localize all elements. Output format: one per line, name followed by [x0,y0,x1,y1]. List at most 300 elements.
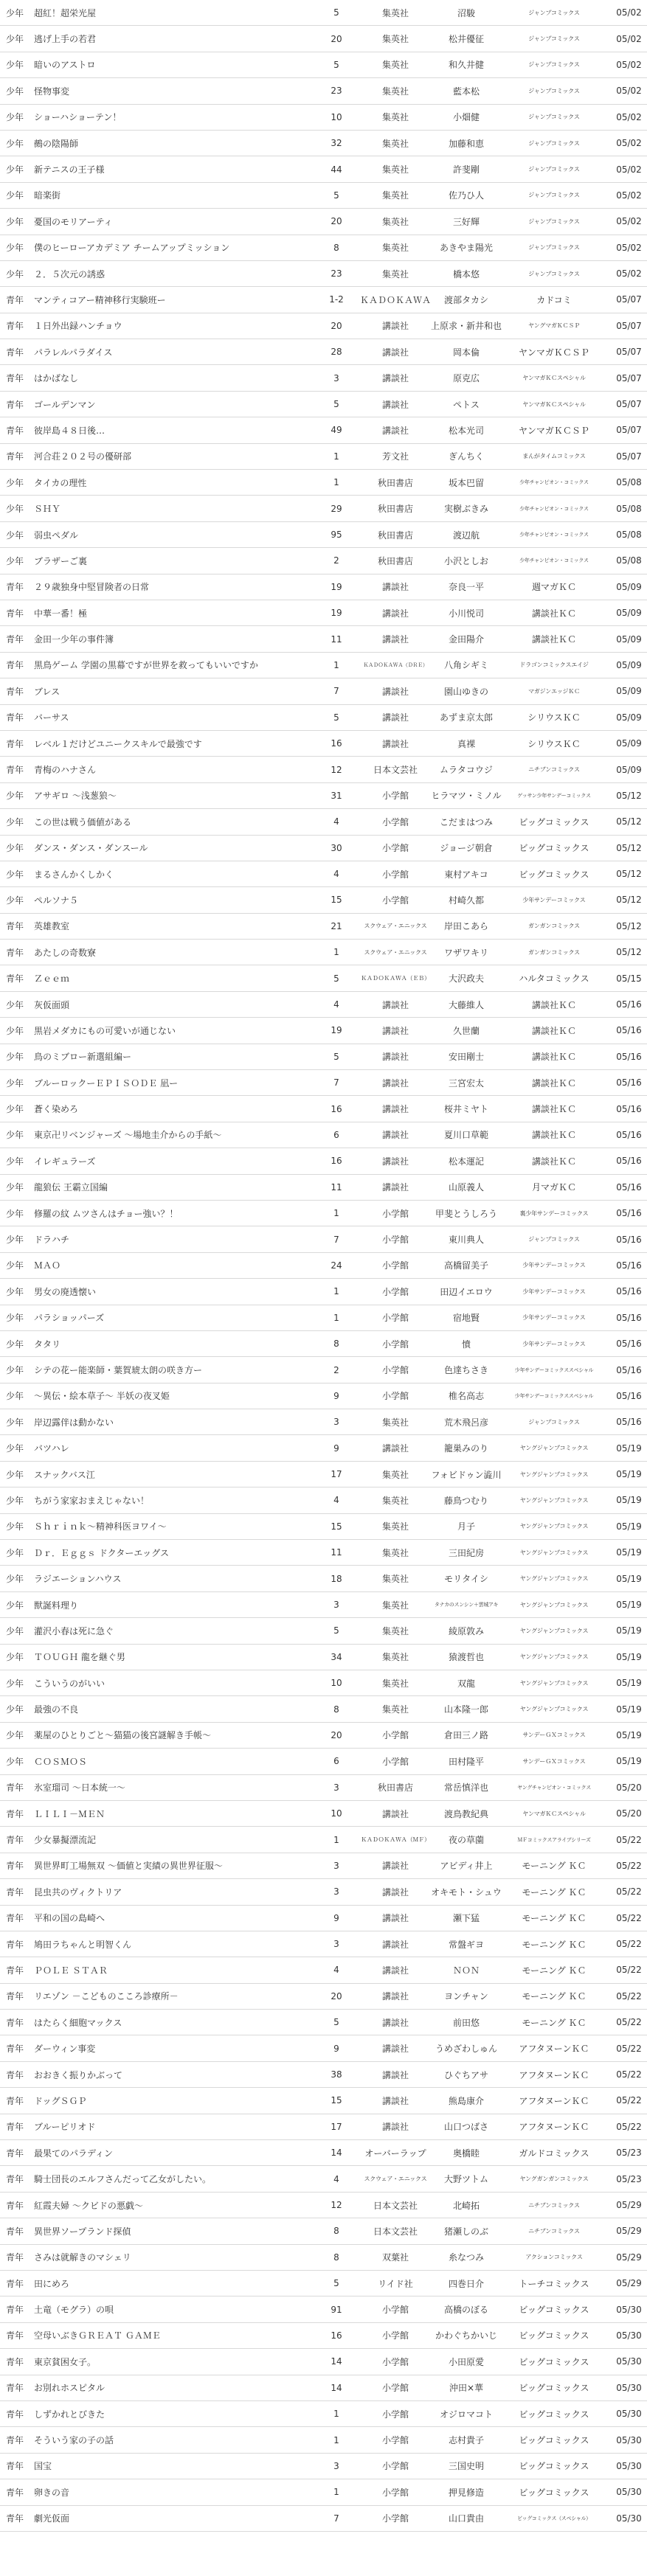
volume-cell: 24 [313,1252,360,1278]
release-date-cell: 05/29 [606,2218,647,2244]
release-date-cell: 05/16 [606,991,647,1017]
author-cell: 椎名高志 [431,1383,502,1409]
volume-cell: 15 [313,2088,360,2114]
author-cell: 園山ゆきの [431,678,502,704]
table-row [0,2505,647,2531]
title-cell: ＭＡＯ [30,1252,313,1278]
title-cell: 灰仮面頭 [30,991,313,1017]
category-cell: 少年 [0,235,30,260]
volume-cell: 2 [313,548,360,574]
publisher-cell: リイド社 [360,2270,431,2296]
release-date-cell: 05/12 [606,835,647,861]
label-cell: 少年チャンピオン・コミックス [502,521,606,547]
label-cell: ヤングジャンプコミックス [502,1696,606,1722]
label-cell: カドコミ [502,287,606,313]
label-cell: ジャンプコミックス [502,26,606,52]
category-cell: 少年 [0,1749,30,1774]
table-row [0,104,647,130]
title-cell: この世は戦う価値がある [30,809,313,835]
publisher-cell: 講談社 [360,991,431,1017]
title-cell: ブラザーご裏 [30,548,313,574]
release-date-cell: 05/19 [606,1487,647,1513]
publisher-cell: 日本文芸社 [360,2218,431,2244]
category-cell: 少年 [0,991,30,1017]
label-cell: ヤンマガＫＣスペシャル [502,1800,606,1826]
table-row [0,861,647,886]
title-cell: 超紅！超栄光屋 [30,0,313,26]
release-date-cell: 05/30 [606,2322,647,2348]
category-cell: 青年 [0,339,30,365]
volume-cell: 3 [313,1409,360,1435]
volume-cell: 1 [313,443,360,469]
title-cell: ブルーピリオド [30,2114,313,2139]
volume-cell: 5 [313,1044,360,1069]
author-cell: 松本運記 [431,1148,502,1174]
table-row [0,2166,647,2192]
table-row [0,704,647,730]
release-date-cell: 05/02 [606,182,647,208]
release-date-cell: 05/20 [606,1800,647,1826]
publisher-cell: 小学館 [360,809,431,835]
label-cell: 裏少年サンデーコミックス [502,1200,606,1226]
author-cell: 岸田こあら [431,913,502,939]
category-cell: 青年 [0,913,30,939]
label-cell: ビッグコミックス [502,2427,606,2453]
label-cell: ビッグコミックス [502,809,606,835]
label-cell: ヤングマガＫＣＳＰ [502,313,606,339]
label-cell: ゲッサン少年サンデーコミックス [502,782,606,808]
author-cell: 山原義人 [431,1174,502,1200]
category-cell: 少年 [0,1018,30,1044]
release-date-cell: 05/02 [606,209,647,235]
author-cell: 岡本倫 [431,339,502,365]
table-row [0,782,647,808]
author-cell: 小川悦司 [431,600,502,625]
volume-cell: 12 [313,757,360,782]
table-row [0,496,647,521]
volume-cell: 5 [313,1618,360,1644]
label-cell: ニチブンコミックス [502,2218,606,2244]
release-date-cell: 05/07 [606,443,647,469]
category-cell: 少年 [0,78,30,104]
table-row [0,2375,647,2400]
publisher-cell: 講談社 [360,2114,431,2139]
publisher-cell: 集英社 [360,26,431,52]
release-date-cell: 05/16 [606,1148,647,1174]
publisher-cell: 小学館 [360,1226,431,1252]
author-cell: 常岳慎洋也 [431,1774,502,1800]
label-cell: トーチコミックス [502,2270,606,2296]
publisher-cell: 小学館 [360,2479,431,2505]
publisher-cell: 集英社 [360,1591,431,1617]
category-cell: 少年 [0,1722,30,1748]
title-cell: あたしの奇数寮 [30,940,313,965]
volume-cell: 20 [313,1983,360,2009]
label-cell: ニチブンコミックス [502,2192,606,2218]
publisher-cell: 講談社 [360,365,431,391]
category-cell: 少年 [0,861,30,886]
publisher-cell: 講談社 [360,1148,431,1174]
volume-cell: 15 [313,887,360,913]
release-date-cell: 05/07 [606,365,647,391]
author-cell: ムラタコウジ [431,757,502,782]
title-cell: ～異伝・絵本草子～ 半妖の夜叉姫 [30,1383,313,1409]
author-cell: うめざわしゅん [431,2035,502,2061]
table-row [0,1800,647,1826]
volume-cell: 5 [313,182,360,208]
category-cell: 少年 [0,1330,30,1356]
title-cell: はかばなし [30,365,313,391]
table-row [0,26,647,52]
publisher-cell: 集英社 [360,104,431,130]
volume-cell: 95 [313,521,360,547]
category-cell: 少年 [0,1096,30,1122]
category-cell: 少年 [0,548,30,574]
volume-cell: 1 [313,2479,360,2505]
volume-cell: 5 [313,704,360,730]
table-row [0,1096,647,1122]
title-cell: 金田一少年の事件簿 [30,626,313,652]
author-cell: アビディ井上 [431,1853,502,1878]
volume-cell: 8 [313,2244,360,2270]
title-cell: 平和の国の島崎へ [30,1905,313,1931]
label-cell: 講談社ＫＣ [502,1148,606,1174]
label-cell: ビッグコミックス [502,2453,606,2479]
volume-cell: 12 [313,2192,360,2218]
author-cell: 憤 [431,1330,502,1356]
release-date-cell: 05/07 [606,287,647,313]
release-date-cell: 05/22 [606,1905,647,1931]
category-cell: 少年 [0,521,30,547]
release-date-cell: 05/16 [606,1383,647,1409]
volume-cell: 4 [313,991,360,1017]
release-date-cell: 05/07 [606,417,647,443]
publisher-cell: 小学館 [360,1200,431,1226]
category-cell: 少年 [0,156,30,182]
volume-cell: 4 [313,1487,360,1513]
publisher-cell: 講談社 [360,1853,431,1878]
category-cell: 少年 [0,496,30,521]
volume-cell: 20 [313,209,360,235]
release-date-cell: 05/19 [606,1513,647,1539]
author-cell: 綾原敦み [431,1618,502,1644]
table-row [0,417,647,443]
author-cell: 山本隆一郎 [431,1696,502,1722]
publisher-cell: 小学館 [360,887,431,913]
publisher-cell: 講談社 [360,704,431,730]
publisher-cell: 集英社 [360,52,431,77]
author-cell: ひぐちアサ [431,2061,502,2087]
category-cell: 青年 [0,417,30,443]
title-cell: レベル１だけどユニークスキルで最強です [30,730,313,756]
table-row [0,1252,647,1278]
category-cell: 青年 [0,2505,30,2531]
table-row [0,1383,647,1409]
title-cell: パラショッパーズ [30,1305,313,1330]
label-cell: ジャンプコミックス [502,209,606,235]
table-row [0,1566,647,1591]
volume-cell: 10 [313,104,360,130]
publisher-cell: 集英社 [360,1487,431,1513]
release-date-cell: 05/19 [606,1566,647,1591]
category-cell: 青年 [0,2010,30,2035]
author-cell: 佐乃ひ人 [431,182,502,208]
volume-cell: 16 [313,2322,360,2348]
table-row [0,2114,647,2139]
table-row [0,809,647,835]
category-cell: 青年 [0,1827,30,1853]
author-cell: 沖田×華 [431,2375,502,2400]
release-date-cell: 05/30 [606,2375,647,2400]
release-date-cell: 05/19 [606,1461,647,1487]
label-cell: ハルタコミックス [502,965,606,991]
release-date-cell: 05/16 [606,1096,647,1122]
table-row [0,1670,647,1696]
label-cell: ジャンプコミックス [502,156,606,182]
category-cell: 青年 [0,2375,30,2400]
category-cell: 少年 [0,26,30,52]
release-date-cell: 05/09 [606,730,647,756]
publisher-cell: 講談社 [360,339,431,365]
title-cell: 英雄教室 [30,913,313,939]
author-cell: 東川典人 [431,1226,502,1252]
title-cell: バツハレ [30,1435,313,1461]
publisher-cell: 集英社 [360,156,431,182]
title-cell: 昆虫共のヴィクトリア [30,1879,313,1905]
title-cell: リエゾン －こどものこころ診療所－ [30,1983,313,2009]
table-row [0,313,647,339]
publisher-cell: 小学館 [360,1305,431,1330]
volume-cell: 3 [313,2453,360,2479]
table-row [0,1461,647,1487]
release-date-cell: 05/19 [606,1670,647,1696]
release-date-cell: 05/19 [606,1618,647,1644]
label-cell: 少年サンデーコミックス [502,1279,606,1305]
author-cell: タナカのスンシン＋雲城アキ [431,1591,502,1617]
table-row [0,1957,647,1983]
publisher-cell: 講談社 [360,391,431,417]
author-cell: 奥橋睦 [431,2140,502,2166]
table-row [0,730,647,756]
author-cell: フォビドゥン澁川 [431,1461,502,1487]
publisher-cell: 講談社 [360,2035,431,2061]
table-row [0,991,647,1017]
table-row [0,2088,647,2114]
author-cell: 坂本巴留 [431,470,502,496]
title-cell: 異世界ソープランド探偵 [30,2218,313,2244]
title-cell: ２．５次元の誘惑 [30,260,313,286]
volume-cell: 30 [313,835,360,861]
category-cell: 青年 [0,1957,30,1983]
volume-cell: 19 [313,600,360,625]
label-cell: モーニング ＫＣ [502,1853,606,1878]
volume-cell: 8 [313,235,360,260]
category-cell: 青年 [0,2061,30,2087]
publisher-cell: 講談社 [360,1957,431,1983]
title-cell: 薬屋のひとりごと～猫猫の後宮謎解き手帳～ [30,1722,313,1748]
volume-cell: 28 [313,339,360,365]
author-cell: 安田剛士 [431,1044,502,1069]
author-cell: 夜の草薗 [431,1827,502,1853]
author-cell: 糸なつみ [431,2244,502,2270]
publisher-cell: 秋田書店 [360,1774,431,1800]
author-cell: ヨンチャン [431,1983,502,2009]
label-cell: ガンガンコミックス [502,940,606,965]
label-cell: ビッグコミックス [502,2479,606,2505]
title-cell: 暗いのアストロ [30,52,313,77]
volume-cell: 29 [313,496,360,521]
label-cell: ジャンプコミックス [502,182,606,208]
title-cell: パラレルパラダイス [30,339,313,365]
release-date-cell: 05/12 [606,809,647,835]
label-cell: ビッグコミックス [502,2400,606,2426]
title-cell: 逃げ上手の若君 [30,26,313,52]
title-cell: 憂国のモリアーティ [30,209,313,235]
volume-cell: 7 [313,1226,360,1252]
publisher-cell: 秋田書店 [360,548,431,574]
category-cell: 少年 [0,835,30,861]
publisher-cell: 講談社 [360,417,431,443]
table-row [0,1044,647,1069]
release-date-cell: 05/02 [606,156,647,182]
publisher-cell: 講談社 [360,574,431,600]
author-cell: 松井優征 [431,26,502,52]
publisher-cell: 集英社 [360,0,431,26]
category-cell: 青年 [0,2400,30,2426]
publisher-cell: 講談社 [360,1096,431,1122]
author-cell: 甲斐とうしろう [431,1200,502,1226]
publisher-cell: 講談社 [360,2088,431,2114]
release-date-cell: 05/16 [606,1252,647,1278]
volume-cell: 1 [313,470,360,496]
volume-cell: 31 [313,782,360,808]
volume-cell: 11 [313,1540,360,1566]
label-cell: モーニング ＫＣ [502,1931,606,1957]
publisher-cell: 小学館 [360,835,431,861]
release-date-cell: 05/16 [606,1174,647,1200]
table-row [0,2322,647,2348]
volume-cell: 4 [313,2166,360,2192]
table-row [0,52,647,77]
title-cell: さみは就解きのマシェリ [30,2244,313,2270]
title-cell: 獣誕料理り [30,1591,313,1617]
release-date-cell: 05/29 [606,2270,647,2296]
category-cell: 青年 [0,2322,30,2348]
release-date-cell: 05/08 [606,470,647,496]
label-cell: ビッグコミックス [502,2296,606,2322]
table-row [0,1931,647,1957]
release-date-cell: 05/22 [606,1827,647,1853]
category-cell: 青年 [0,391,30,417]
label-cell: ヤングジャンプコミックス [502,1670,606,1696]
category-cell: 少年 [0,1226,30,1252]
title-cell: まるさんかくしかく [30,861,313,886]
label-cell: ガンガンコミックス [502,913,606,939]
volume-cell: 15 [313,1513,360,1539]
volume-cell: 23 [313,78,360,104]
category-cell: 少年 [0,1461,30,1487]
category-cell: 青年 [0,678,30,704]
publisher-cell: 小学館 [360,1252,431,1278]
title-cell: Ｓｈｒｉｎｋ～精神科医ヨワイ～ [30,1513,313,1539]
volume-cell: 3 [313,1879,360,1905]
publisher-cell: 講談社 [360,313,431,339]
title-cell: ＣＯＳＭＯＳ [30,1749,313,1774]
publisher-cell: 集英社 [360,1513,431,1539]
volume-cell: 19 [313,574,360,600]
table-row [0,1357,647,1383]
author-cell: 渡部タカシ [431,287,502,313]
label-cell: 講談社ＫＣ [502,600,606,625]
table-row [0,1174,647,1200]
release-date-cell: 05/23 [606,2166,647,2192]
author-cell: 三田紀房 [431,1540,502,1566]
label-cell: モーニング ＫＣ [502,1905,606,1931]
table-row [0,2244,647,2270]
release-date-cell: 05/09 [606,757,647,782]
table-row [0,1827,647,1853]
label-cell: ニチブンコミックス [502,757,606,782]
label-cell: 少年サンデーコミックススペシャル [502,1357,606,1383]
title-cell: イレギュラーズ [30,1148,313,1174]
author-cell: 奈良一平 [431,574,502,600]
volume-cell: 1 [313,940,360,965]
label-cell: モーニング ＫＣ [502,1957,606,1983]
publisher-cell: 講談社 [360,1070,431,1096]
category-cell: 少年 [0,209,30,235]
publisher-cell: 講談社 [360,1905,431,1931]
category-cell: 少年 [0,1200,30,1226]
publisher-cell: 小学館 [360,1330,431,1356]
table-row [0,1435,647,1461]
author-cell: 熊島康介 [431,2088,502,2114]
label-cell: 講談社ＫＣ [502,1044,606,1069]
author-cell: オキモト・シュウ [431,1879,502,1905]
publisher-cell: 集英社 [360,1461,431,1487]
release-date-cell: 05/22 [606,2088,647,2114]
category-cell: 青年 [0,965,30,991]
label-cell: ジャンプコミックス [502,235,606,260]
title-cell: 暗楽街 [30,182,313,208]
table-row [0,1330,647,1356]
publisher-cell: 講談社 [360,1879,431,1905]
title-cell: タイカの理性 [30,470,313,496]
publisher-cell: スクウェア・エニックス [360,913,431,939]
publisher-cell: 小学館 [360,2349,431,2375]
author-cell: 荒木飛呂彦 [431,1409,502,1435]
category-cell: 少年 [0,1305,30,1330]
table-row [0,156,647,182]
table-row [0,443,647,469]
title-cell: タタリ [30,1330,313,1356]
release-date-cell: 05/02 [606,78,647,104]
release-date-cell: 05/19 [606,1749,647,1774]
publisher-cell: 集英社 [360,209,431,235]
title-cell: こういうのがいい [30,1670,313,1696]
label-cell: アフタヌーンＫＣ [502,2088,606,2114]
label-cell: ビッグコミックス [502,835,606,861]
author-cell: ペトス [431,391,502,417]
author-cell: こだまはつみ [431,809,502,835]
category-cell: 青年 [0,574,30,600]
author-cell: 大野ツトム [431,2166,502,2192]
category-cell: 青年 [0,600,30,625]
volume-cell: 1 [313,1827,360,1853]
volume-cell: 14 [313,2375,360,2400]
title-cell: アサギロ ～浅葱狼～ [30,782,313,808]
author-cell: 許斐剛 [431,156,502,182]
title-cell: スナックバス江 [30,1461,313,1487]
